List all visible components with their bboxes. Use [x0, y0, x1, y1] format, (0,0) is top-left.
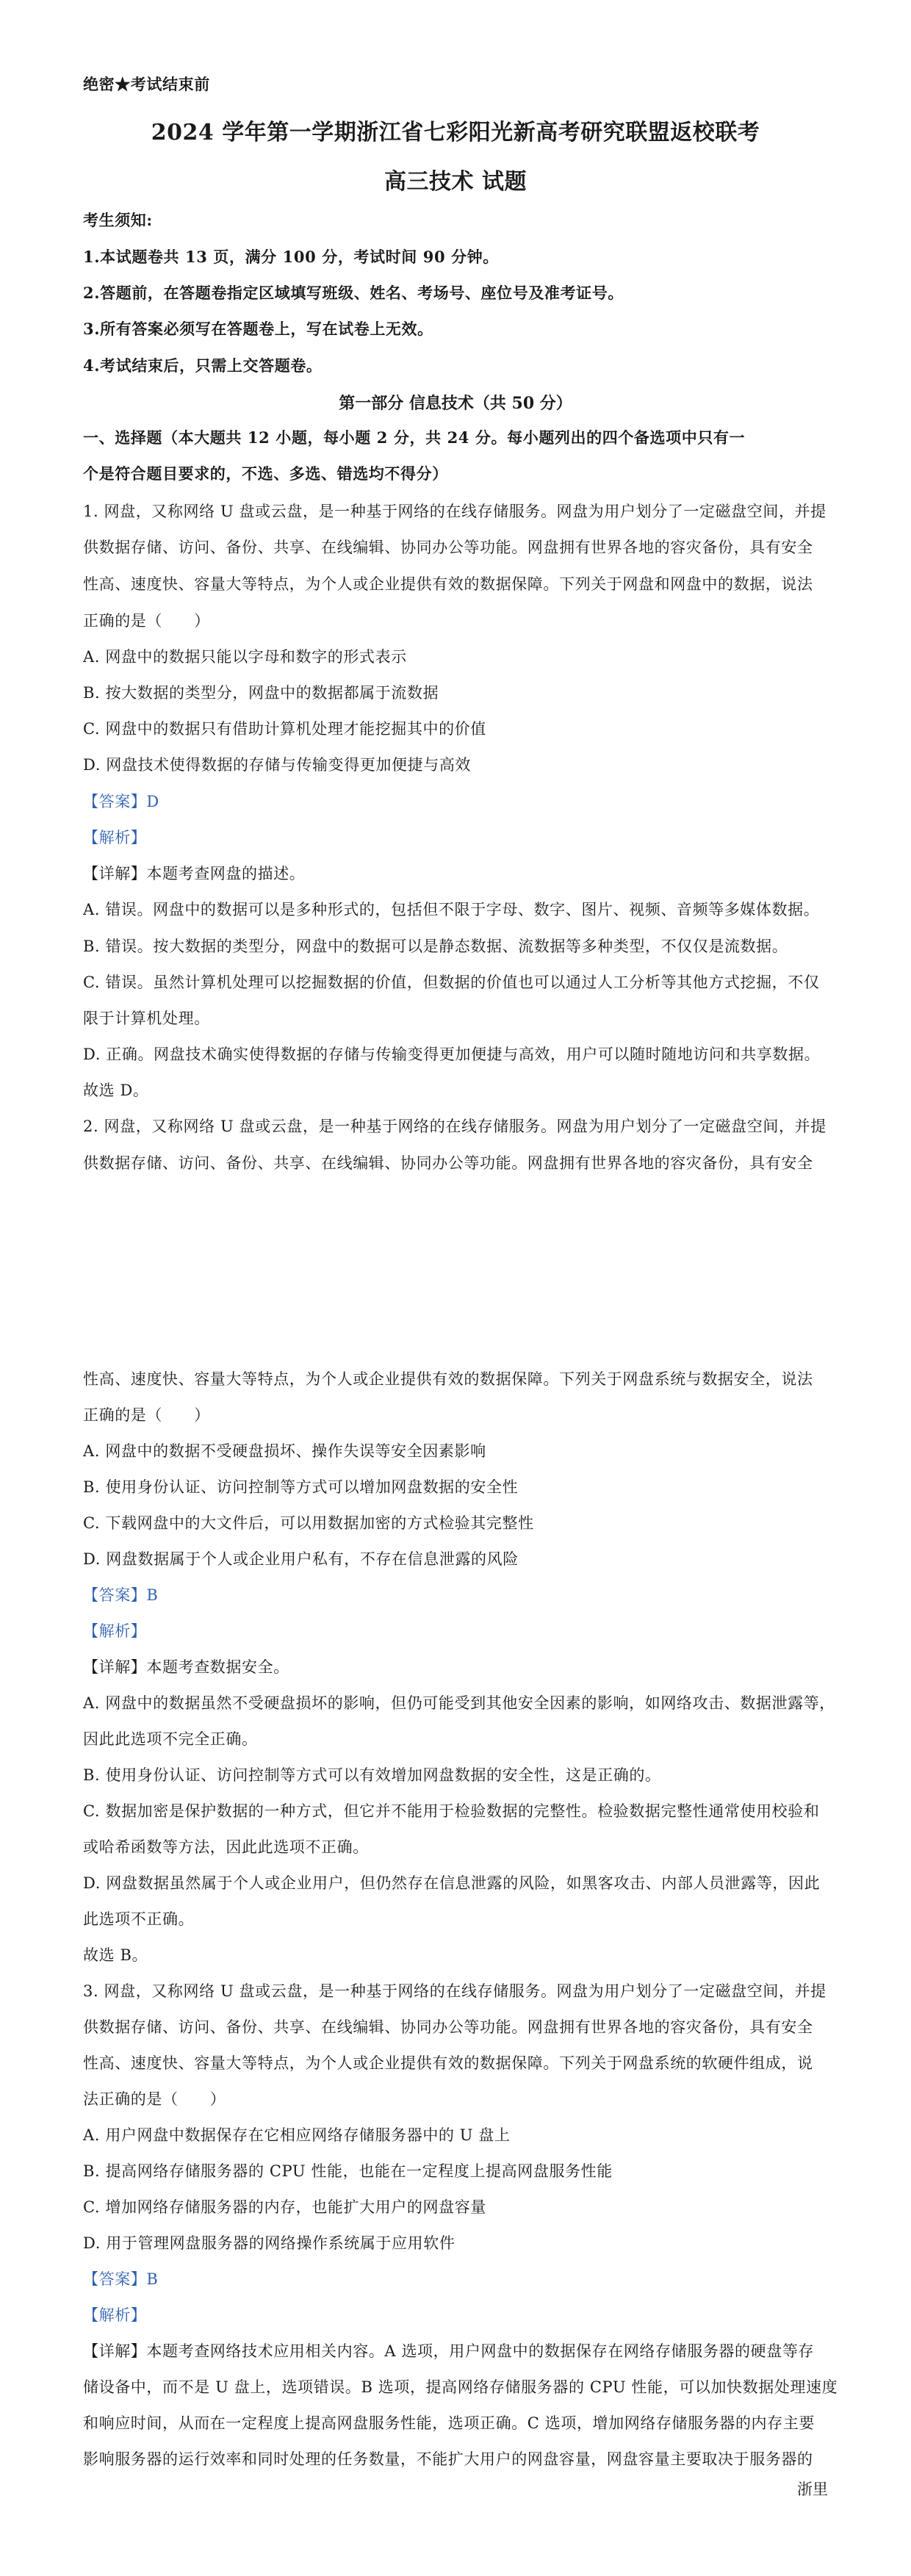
q3-option-d: D. 用于管理网盘服务器的网络操作系统属于应用软件	[83, 2234, 455, 2252]
q2-detail: B. 使用身份认证、访问控制等方式可以有效增加网盘数据的安全性，这是正确的。	[83, 1766, 661, 1784]
q3-stem: 性高、速度快、容量大等特点，为个人或企业提供有效的数据保障。下列关于网盘系统的软硬件组成，说	[83, 2054, 813, 2072]
q3-detail: 影响服务器的运行效率和同时处理的任务数量，不能扩大用户的网盘容量，网盘容量主要取决于服务器的	[83, 2450, 813, 2468]
instruction-item: 2.答题前，在答题卷指定区域填写班级、姓名、考场号、座位号及准考证号。	[83, 284, 624, 302]
q2-detail: 故选 B。	[83, 1946, 148, 1964]
q1-detail: D. 正确。网盘技术确实使得数据的存储与传输变得更加便捷与高效，用户可以随时随地访问和共享数据。	[83, 1046, 821, 1063]
q2-stem: 正确的是（ ）	[83, 1406, 210, 1424]
instruction-item: 1.本试题卷共 13 页，满分 100 分，考试时间 90 分钟。	[83, 248, 499, 266]
instructions-heading: 考生须知:	[83, 211, 153, 229]
q3-stem: 法正确的是（ ）	[83, 2090, 226, 2108]
q1-detail: B. 错误。按大数据的类型分，网盘中的数据可以是静态数据、流数据等多种类型，不仅仅是流数据。	[83, 938, 788, 955]
q3-option-b: B. 提高网络存储服务器的 CPU 性能，也能在一定程度上提高网盘服务性能	[83, 2162, 613, 2180]
q3-analysis-label: 【解析】	[83, 2306, 147, 2324]
q3-answer: 【答案】B	[83, 2270, 159, 2288]
page-footer: 浙里	[797, 2480, 828, 2498]
q2-detail: 因此此选项不完全正确。	[83, 1730, 258, 1748]
q1-detail: A. 错误。网盘中的数据可以是多种形式的，包括但不限于字母、数字、图片、视频、音频等多媒体数据。	[83, 901, 820, 918]
q1-analysis-label: 【解析】	[83, 829, 147, 846]
q1-stem: 性高、速度快、容量大等特点，为个人或企业提供有效的数据保障。下列关于网盘和网盘中的数据，说法	[83, 575, 813, 593]
q1-detail: 限于计算机处理。	[83, 1010, 210, 1027]
q2-answer: 【答案】B	[83, 1586, 159, 1604]
q2-analysis-label: 【解析】	[83, 1622, 147, 1640]
section-intro: 个是符合题目要求的，不选、多选、错选均不得分）	[83, 464, 448, 483]
q3-option-c: C. 增加网络存储服务器的内存，也能扩大用户的网盘容量	[83, 2198, 486, 2216]
section-intro: 一、选择题（本大题共 12 小题，每小题 2 分，共 24 分。每小题列出的四个备选项中只有一	[83, 428, 746, 447]
q1-option-d: D. 网盘技术使得数据的存储与传输变得更加便捷与高效	[83, 756, 472, 774]
q2-detail: A. 网盘中的数据虽然不受硬盘损坏的影响，但仍可能受到其他安全因素的影响，如网络攻击、数据泄露等，	[83, 1694, 835, 1712]
q2-option-a: A. 网盘中的数据不受硬盘损坏、操作失误等安全因素影响	[83, 1442, 486, 1460]
q2-detail: 此选项不正确。	[83, 1910, 195, 1928]
q2-option-d: D. 网盘数据属于个人或企业用户私有，不存在信息泄露的风险	[83, 1550, 519, 1568]
instruction-item: 3.所有答案必须写在答题卷上，写在试卷上无效。	[83, 320, 433, 338]
q3-option-a: A. 用户网盘中数据保存在它相应网络存储服务器中的 U 盘上	[83, 2126, 511, 2144]
q2-detail: 或哈希函数等方法，因此此选项不正确。	[83, 1838, 369, 1856]
q2-detail: D. 网盘数据虽然属于个人或企业用户，但仍然存在信息泄露的风险，如黑客攻击、内部人员泄露等，因此	[83, 1874, 821, 1892]
q2-stem: 供数据存储、访问、备份、共享、在线编辑、协同办公等功能。网盘拥有世界各地的容灾备份，具有安全	[83, 1154, 813, 1172]
q3-detail: 【详解】本题考查网络技术应用相关内容。A 选项，用户网盘中的数据保存在网络存储服务器的硬盘等存	[83, 2342, 815, 2360]
exam-subtitle: 高三技术 试题	[384, 169, 527, 195]
q1-detail: 故选 D。	[83, 1082, 149, 1099]
q1-option-a: A. 网盘中的数据只能以字母和数字的形式表示	[83, 648, 407, 666]
q1-detail: C. 错误。虽然计算机处理可以挖掘数据的价值，但数据的价值也可以通过人工分析等其他方式挖掘，不仅	[83, 974, 820, 991]
secret-label: 绝密★考试结束前	[83, 75, 210, 93]
q1-stem: 供数据存储、访问、备份、共享、在线编辑、协同办公等功能。网盘拥有世界各地的容灾备份，具有安全	[83, 539, 813, 556]
section-title: 第一部分 信息技术（共 50 分）	[339, 394, 572, 413]
q2-stem: 2. 网盘，又称网络 U 盘或云盘，是一种基于网络的在线存储服务。网盘为用户划分了一定磁盘空间，并提	[83, 1118, 827, 1135]
exam-title: 2024 学年第一学期浙江省七彩阳光新高考研究联盟返校联考	[151, 120, 760, 145]
q1-answer: 【答案】D	[83, 793, 159, 810]
q3-stem: 供数据存储、访问、备份、共享、在线编辑、协同办公等功能。网盘拥有世界各地的容灾备份，具有安全	[83, 2018, 813, 2036]
q1-stem: 1. 网盘，又称网络 U 盘或云盘，是一种基于网络的在线存储服务。网盘为用户划分了一定磁盘空间，并提	[83, 503, 827, 520]
q1-stem: 正确的是（ ）	[83, 612, 210, 630]
instruction-item: 4.考试结束后，只需上交答题卷。	[83, 356, 323, 375]
q3-detail: 储设备中，而不是 U 盘上，选项错误。B 选项，提高网络存储服务器的 CPU 性能，可以加快数据处理速度	[83, 2378, 838, 2396]
q2-stem: 性高、速度快、容量大等特点，为个人或企业提供有效的数据保障。下列关于网盘系统与数据安全，说法	[83, 1370, 813, 1388]
q1-option-b: B. 按大数据的类型分，网盘中的数据都属于流数据	[83, 684, 439, 702]
q1-option-c: C. 网盘中的数据只有借助计算机处理才能挖掘其中的价值	[83, 720, 486, 738]
q2-option-b: B. 使用身份认证、访问控制等方式可以增加网盘数据的安全性	[83, 1478, 519, 1496]
q3-stem: 3. 网盘，又称网络 U 盘或云盘，是一种基于网络的在线存储服务。网盘为用户划分了一定磁盘空间，并提	[83, 1982, 827, 2000]
q2-detail: C. 数据加密是保护数据的一种方式，但它并不能用于检验数据的完整性。检验数据完整性通常使用校验和	[83, 1802, 820, 1820]
q3-detail: 和响应时间，从而在一定程度上提高网盘服务性能，选项正确。C 选项，增加网络存储服务器的内存主要	[83, 2414, 815, 2432]
q2-option-c: C. 下载网盘中的大文件后，可以用数据加密的方式检验其完整性	[83, 1514, 534, 1532]
q1-detail: 【详解】本题考查网盘的描述。	[83, 865, 306, 882]
q2-detail: 【详解】本题考查数据安全。	[83, 1658, 289, 1676]
